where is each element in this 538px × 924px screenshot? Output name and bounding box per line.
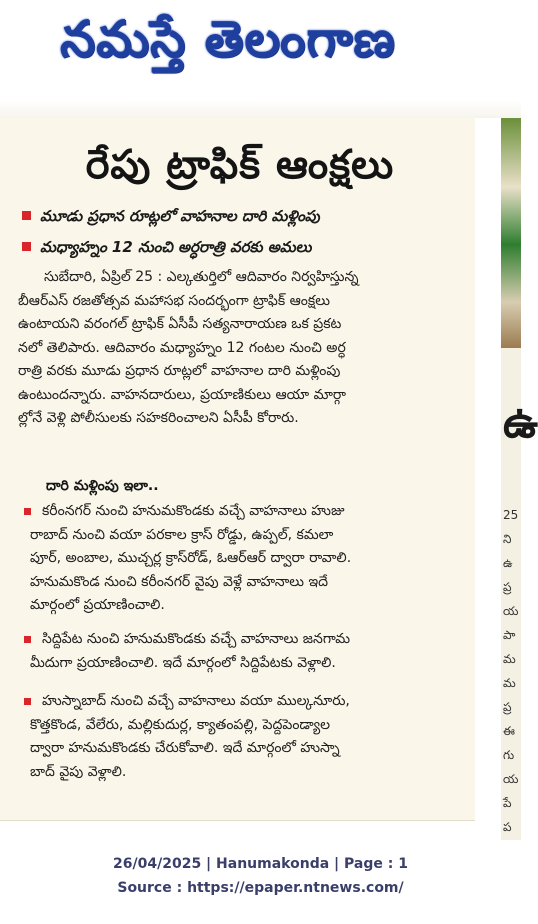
adjacent-line: పా (503, 628, 516, 642)
adjacent-line: ప్ర (503, 700, 512, 714)
body-line: సిద్దిపేట నుంచి హనుమకొండకు వచ్చే వాహనాలు జనగామ (42, 631, 351, 647)
body-line: బీఆర్ఎస్ రజతోత్సవ మహాసభ సందర్భంగా ట్రాఫిక్ ఆంక్షలు (18, 292, 330, 309)
body-line: మార్గంలో ప్రయాణించాలి. (30, 597, 165, 613)
article-subhead (22, 203, 467, 229)
adjacent-line: మ (503, 652, 516, 666)
adjacent-line: య (503, 604, 519, 618)
adjacent-line: ఉ (503, 556, 513, 570)
body-line: ద్వారా హనుమకొండకు చేరుకోవాలి. ఇదే మార్గంలో హుస్నా (30, 740, 340, 756)
body-line: కొత్తకొండ, వేలేరు, మల్లికుదుర్ల, క్యాతంపల్లి, పెద్దపెండ్యాల (30, 716, 331, 733)
body-line: పూర్, అంబాల, ముచ్చర్ల క్రాస్‌రోడ్, ఓఆర్ఆర్ ద్వారా రావాలి. (30, 550, 352, 566)
adjacent-body (503, 503, 533, 839)
body-line: సుబేదారి, ఏప్రిల్ 25 : ఎల్కతుర్తిలో ఆదివారం నిర్వహిస్తున్న (44, 269, 359, 285)
adjacent-headline: ఉ (503, 397, 538, 448)
adjacent-line: ప (503, 820, 512, 834)
adjacent-column (501, 118, 538, 858)
adjacent-line: గు (503, 748, 515, 762)
page-footer (0, 840, 521, 924)
masthead-logo: నమస్తే తెలంగాణ (60, 9, 396, 68)
adjacent-line: ప్ర (503, 580, 512, 594)
column-gutter (475, 118, 501, 820)
section-title: దారి మళ్లింపు ఇలా.. (46, 478, 159, 494)
adjacent-line: ఈ (503, 724, 515, 738)
subhead-text: మూడు ప్రధాన రూట్లలో వాహనాల దారి మళ్లింపు (40, 207, 320, 225)
body-line: మీదుగా ప్రయాణించాలి. ఇదే మార్గంలో సిద్దిపేటకు వెళ్లాలి. (30, 654, 336, 671)
body-line: హనుమకొండ నుంచి కరీంనగర్ వైపు వెళ్లే వాహనాలు ఇదే (30, 573, 329, 590)
body-line: రాత్రి వరకు మూడు ప్రధాన రూట్లలో వాహనాల దారి మళ్లింపు (18, 363, 341, 379)
square-bullet-icon (22, 242, 31, 251)
route-text (30, 500, 470, 618)
body-line: రాబాద్ నుంచి వయా పరకాల క్రాస్ రోడ్డు, ఉప్పల్, కమలా (30, 526, 334, 543)
article-subhead (22, 234, 467, 260)
body-line: ఉంటుందన్నారు. వాహనదారులు, ప్రయాణికులు ఆయా మార్గా (18, 386, 347, 403)
adjacent-line: పే (503, 796, 512, 810)
adjacent-line: మ (503, 676, 516, 690)
adjacent-line: ని (503, 532, 512, 546)
body-line: నలో తెలిపారు. ఆదివారం మధ్యాహ్నం 12 గంటల నుంచి అర్ధ (18, 339, 346, 356)
adjacent-photo (501, 118, 521, 348)
body-line: బాద్ వైపు వెళ్లాలి. (30, 763, 127, 780)
body-line: కరీంనగర్ నుంచి హనుమకొండకు వచ్చే వాహనాలు హుజు (42, 503, 345, 519)
body-line: ల్లోనే వెళ్లి పోలీసులకు సహకరించాలని ఏసీపీ కోరారు. (18, 410, 299, 426)
article-headline: రేపు ట్రాఫిక్ ఆంక్షలు (85, 141, 395, 188)
body-line: ఉంటాయని వరంగల్ ట్రాఫిక్ ఏసీపీ సత్యనారాయణ ఒక ప్రకట (18, 316, 342, 332)
page-edge (0, 100, 521, 120)
adjacent-line: 25 (503, 508, 519, 522)
footer-source-line: Source : https://epaper.ntnews.com/ (117, 880, 404, 896)
route-text (30, 690, 470, 784)
body-line: హుస్నాబాద్ నుంచి వచ్చే వాహనాలు వయా ముల్కనూరు, (42, 693, 350, 709)
route-text (30, 628, 470, 675)
subhead-text: మధ్యాహ్నం 12 నుంచి అర్ధరాత్రి వరకు అమలు (40, 238, 312, 256)
adjacent-line: య (503, 772, 519, 786)
footer-date-line: 26/04/2025 | Hanumakonda | Page : 1 (113, 856, 408, 872)
square-bullet-icon (22, 211, 31, 220)
article-intro (18, 266, 458, 431)
